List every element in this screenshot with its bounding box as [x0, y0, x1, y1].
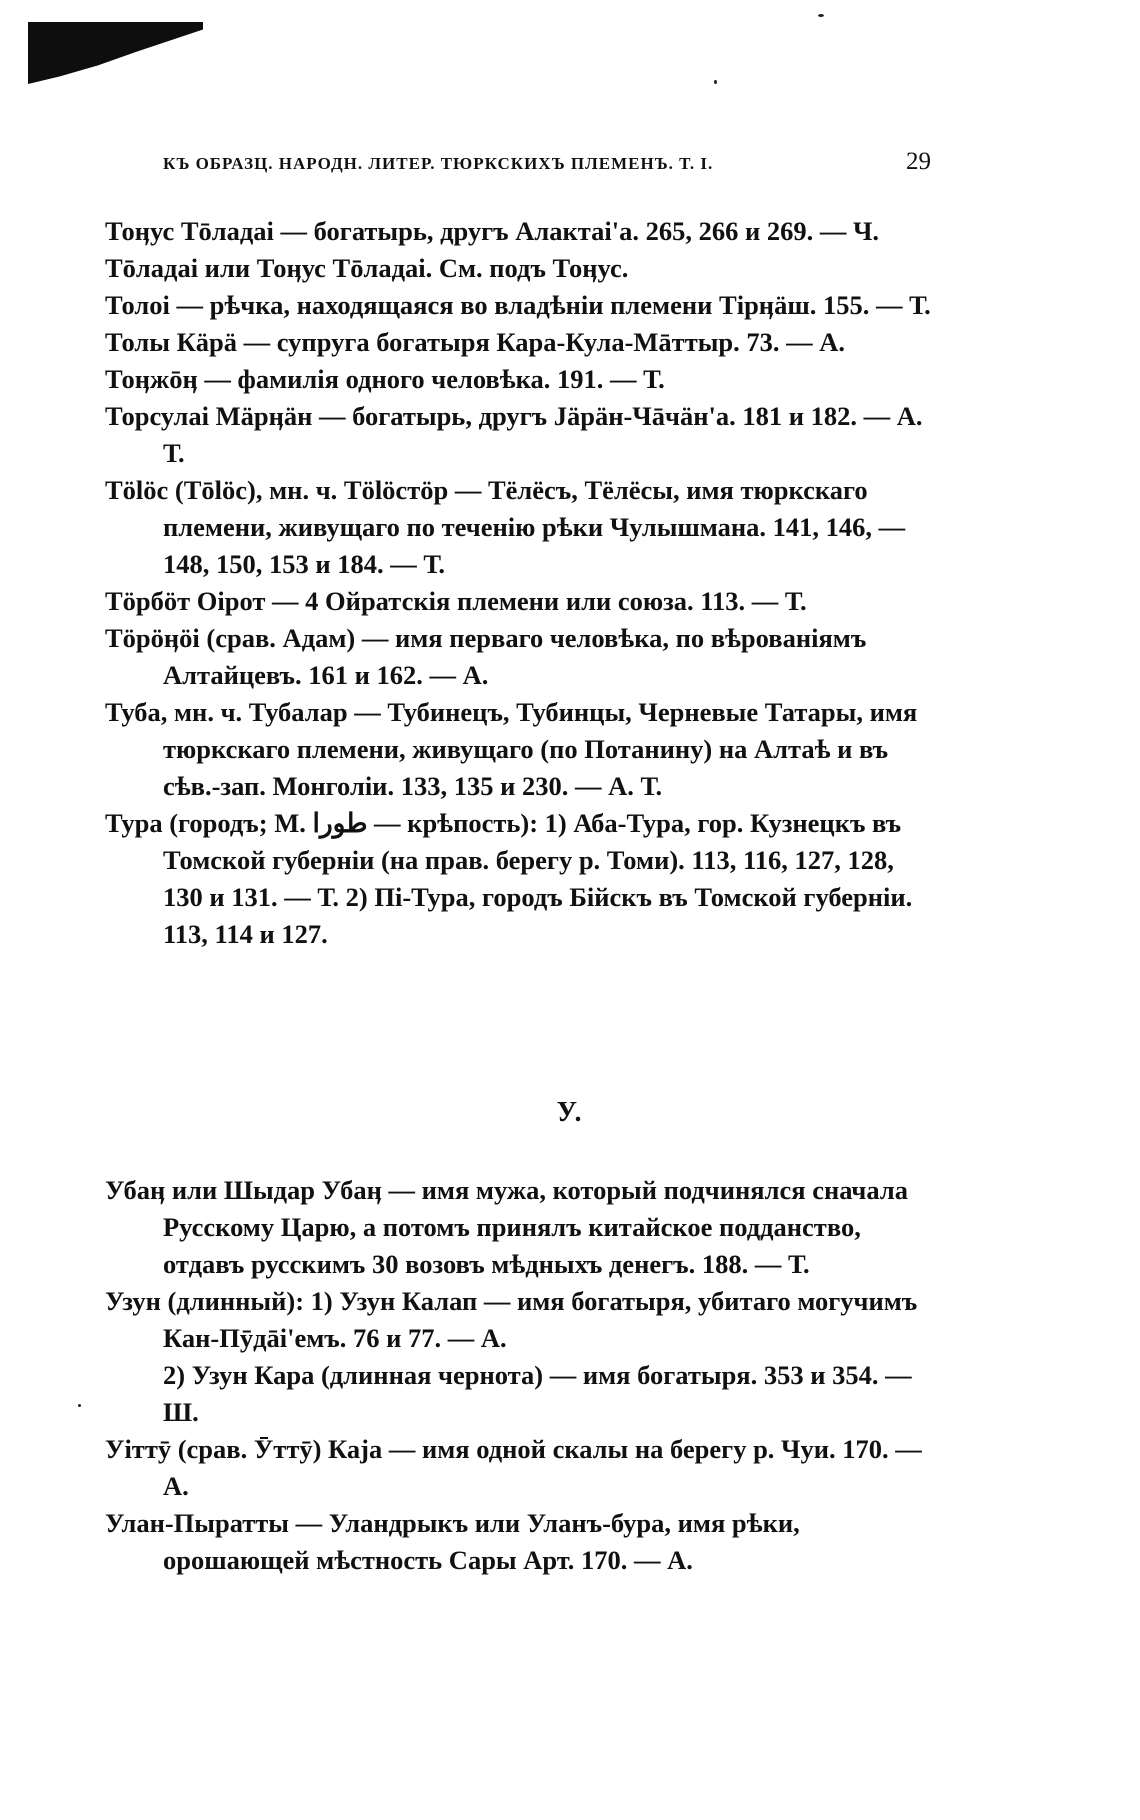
dictionary-entry: Улан-Пыратты — Уландрыкъ или Уланъ-бура, имя рѣки, орошающей мѣстность Сары Арт. 170. — А. — [105, 1508, 800, 1575]
section-u-entries — [105, 1172, 937, 1579]
dictionary-entry: Тура (городъ; М. طورا — крѣпость): 1) Аба-Тура, гор. Кузнецкъ въ Томской губерніи (на прав. берегу р. Томи). 113, 116, 127, 128, 130 и 131. — Т. 2) Пі-Тура, городъ Бійскъ въ Томской губерніи. 113, 114 и 127. — [105, 808, 913, 949]
ink-speck — [714, 80, 717, 84]
dictionary-entry: Туба, мн. ч. Тубалар — Тубинецъ, Тубинцы, Черневые Татары, имя тюркскаго племени, живущаго (по Потанину) на Алтаѣ и въ сѣв.-зап. Монголіи. 133, 135 и 230. — А. Т. — [105, 697, 918, 801]
dictionary-entry-continuation: 2) Узун Кара (длинная чернота) — имя богатыря. 353 и 354. — Ш. — [163, 1360, 912, 1427]
dictionary-entry: Тōладаі или Тоӊус Тōладаі. См. подъ Тоӊус. — [105, 253, 629, 283]
dictionary-entry: Узун (длинный): 1) Узун Калап — имя богатыря, убитаго могучимъ Кан-Пӯдāі'емъ. 76 и 77. — А. — [105, 1286, 918, 1353]
dictionary-entry: Толы Кäрä — супруга богатыря Кара-Кула-Мāттыр. 73. — А. — [105, 327, 846, 357]
dictionary-entry: Тоӊжōӊ — фамилія одного человѣка. 191. — Т. — [105, 364, 665, 394]
ink-blot — [28, 22, 203, 84]
running-head — [163, 148, 943, 182]
dictionary-entry: Убаӊ или Шыдар Убаӊ — имя мужа, который подчинялся сначала Русскому Царю, а потомъ принялъ китайское подданство, отдавъ русскимъ 30 возовъ мѣдныхъ денегъ. 188. — Т. — [105, 1175, 908, 1279]
dictionary-entry: Тöрбöт Оірот — 4 Ойратскія племени или союза. 113. — Т. — [105, 586, 807, 616]
page-number: 29 — [906, 148, 931, 175]
running-title: КЪ ОБРАЗЦ. НАРОДН. ЛИТЕР. ТЮРКСКИХЪ ПЛЕМЕНЪ. Т. I. — [163, 154, 714, 173]
dictionary-entry: Тölöc (Тōlöc), мн. ч. Тölöстöр — Тёлёсъ, Тёлёсы, имя тюркскаго племени, живущаго по теченію рѣки Чулышмана. 141, 146, — 148, 150, 153 и 184. — Т. — [105, 475, 906, 579]
dictionary-entry: Тöрöӊöі (срав. Адам) — имя перваго человѣка, по вѣрованіямъ Алтайцевъ. 161 и 162. — А. — [105, 623, 867, 690]
ink-speck — [78, 1404, 81, 1407]
section-t-entries — [105, 213, 937, 953]
dictionary-entry: Уіттӯ (срав. Ӯттӯ) Каја — имя одной скалы на берегу р. Чуи. 170. — А. — [105, 1434, 922, 1501]
dictionary-entry: Торсулаі Мäрӊäн — богатырь, другъ Јäрäн-Чāчäн'а. 181 и 182. — А. Т. — [105, 401, 923, 468]
dictionary-entry: Тоӊус Тōладаі — богатырь, другъ Алактаі'а. 265, 266 и 269. — Ч. — [105, 216, 880, 246]
ink-speck — [818, 14, 824, 17]
section-letter-u: У. — [556, 1097, 584, 1128]
dictionary-entry: Толоі — рѣчка, находящаяся во владѣніи племени Тірӊäш. 155. — Т. — [105, 290, 931, 320]
